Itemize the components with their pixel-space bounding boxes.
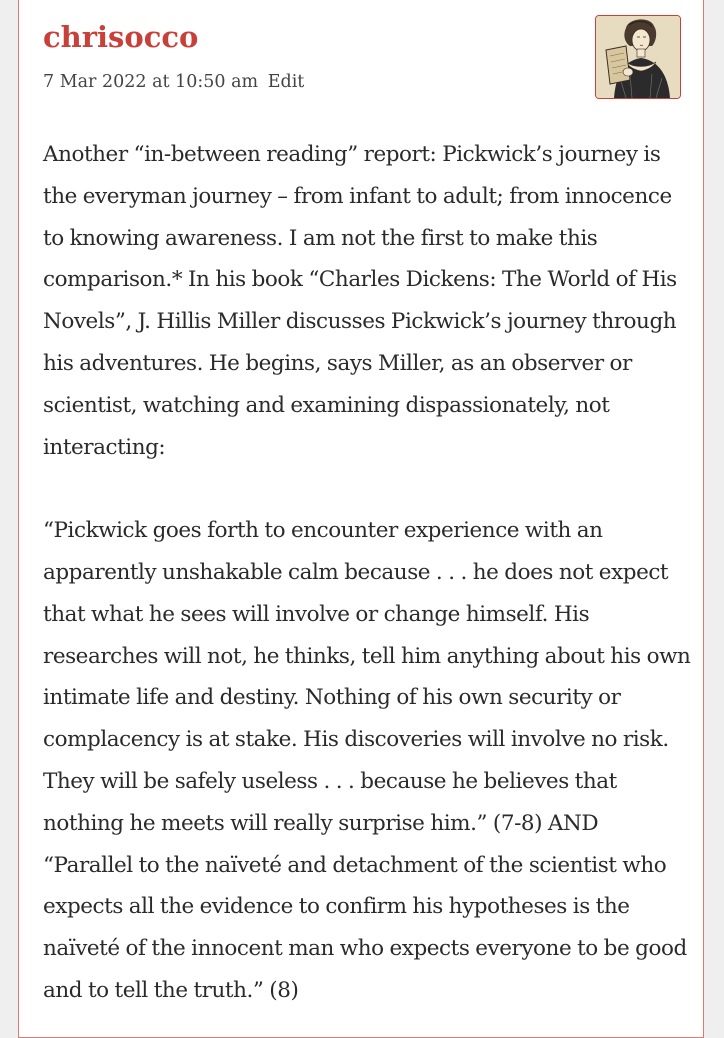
comment-author-link[interactable]: chrisocco	[43, 20, 199, 54]
edit-comment-link[interactable]: Edit	[267, 72, 305, 92]
comment-card	[18, 0, 704, 1038]
comment-meta	[43, 71, 304, 93]
comment-body	[43, 134, 693, 1012]
comment-timestamp-link[interactable]: 7 Mar 2022 at 10:50 am	[43, 72, 259, 92]
vintage-woman-reading-icon	[596, 16, 680, 98]
comment-paragraph: Another “in-between reading” report: Pickwick’s journey is the everyman journey – from infant to adult; from innocence to knowing awareness. I am not the first to make this comparison.* In his book “Charles Dickens: The World of His Novels”, J. Hillis Miller discusses Pickwick’s journey through his adventures. He begins, says Miller, as an observer or scientist, watching and examining dispassionately, not interacting:	[43, 142, 677, 460]
avatar[interactable]	[595, 15, 681, 99]
comment-paragraph-quote: “Pickwick goes forth to encounter experience with an apparently unshakable calm because . . . he does not expect that what he sees will involve or change himself. His researches will not, he thinks, tell him anything about his own intimate life and destiny. Nothing of his own security or complacency is at stake. His discoveries will involve no risk. They will be safely useless . . . because he believes that nothing he meets will really surprise him.” (7-8) AND “Parallel to the naïveté and detachment of the scientist who expects all the evidence to confirm his hypotheses is the naïveté of the innocent man who expects everyone to be good and to tell the truth.” (8)	[43, 518, 691, 1003]
